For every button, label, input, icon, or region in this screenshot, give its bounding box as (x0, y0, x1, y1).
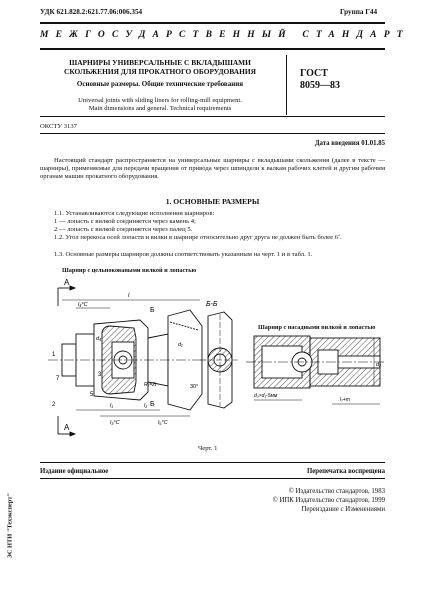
udk-code: УДК 621.828.2:621.77.06:006.354 (40, 8, 143, 16)
official-edition: Издание официальное (40, 468, 109, 475)
para-1-1-a: 1 — лопасть с вилкой соединяется через камень 4; (54, 218, 196, 225)
dim-l4c: l₄°C (78, 302, 88, 308)
mark-b-top: Б (150, 307, 155, 314)
gost-label: ГОСТ (300, 68, 328, 79)
section-bb-view (200, 312, 240, 408)
banner-rule (40, 48, 385, 50)
section-1-title: 1. ОСНОВНЫЕ РАЗМЕРЫ (165, 197, 260, 206)
title-en-line1: Universal joints with sliding liners for rolling-mill equipment. (78, 97, 242, 104)
title-ru-subtitle: Основные размеры. Общие технические требования (76, 80, 244, 88)
technical-drawing (40, 276, 385, 441)
mark-5: 5 (90, 392, 94, 398)
figure-caption-right: Шарнир с насадными вилкой и лопастью (258, 324, 376, 331)
mark-1: 1 (52, 352, 56, 358)
title-en-line2: Main dimensions and general. Technical requirements (88, 105, 232, 112)
dim-d3: d₃×d₁-5мм (254, 393, 278, 399)
group-code: Группа Г44 (340, 8, 378, 16)
reprint-notice: Перепечатка воспрещена (307, 468, 385, 475)
dim-d1: d₁ (178, 342, 183, 348)
dim-l1: l₁ (110, 403, 113, 409)
para-1-1: 1.1. Устанавливаются следующие исполнения шарниров: (54, 210, 215, 217)
dim-l5c: l₅°C (158, 420, 168, 426)
reissue-note: Переиздание с Изменениями (301, 506, 385, 513)
gost-number: 8059—83 (300, 80, 340, 91)
mark-2: 2 (52, 402, 56, 408)
oksu-rule (40, 133, 385, 134)
title-ru-line2: СКОЛЬЖЕНИЯ ДЛЯ ПРОКАТНОГО ОБОРУДОВАНИЯ (64, 67, 256, 76)
intro-paragraph: Настоящий стандарт распространяется на универсальные шарниры с вкладышами скольжения (далее в тексте — шарниры), применяемые для передачи вращения от привода через шпиндели к валкам рабочих клетей и другим рабочим органам машин прокатного оборудования. (40, 157, 385, 181)
dim-30: 30° (190, 384, 199, 390)
dim-d2: d₂ (376, 362, 382, 368)
top-rule (40, 22, 385, 24)
copyright-1999: © ИПК Издательство стандартов, 1999 (272, 497, 385, 504)
dim-l: l (128, 293, 130, 299)
figure-caption-left: Шарнир с цельноковаными вилкой и лопастью (62, 267, 197, 274)
title-divider (286, 55, 287, 115)
footer-rule (40, 462, 385, 463)
footer-rule-2 (40, 478, 385, 479)
para-1-2: 1.2. Угол перекоса осей лопасти и вилки в шарнире относительно друг друга не должен быть более 6˚. (54, 234, 342, 241)
mark-3: 3 (98, 372, 102, 378)
dim-d4: d₄ (96, 336, 102, 342)
title-ru-line1: ШАРНИРЫ УНИВЕРСАЛЬНЫЕ С ВКЛАДЫШАМИ (69, 58, 251, 67)
para-1-3: 1.3. Основные размеры шарниров должны соответствовать указанным на черт. 1 и в табл. 1. (54, 251, 313, 258)
mark-7: 7 (56, 376, 60, 382)
side-stamp: ЭС НТИ "Техэксперт" (6, 492, 14, 559)
copyright-1983: © Издательство стандартов, 1983 (288, 488, 385, 495)
dim-l3c: l₃°C (110, 420, 120, 426)
standard-banner: МЕЖГОСУДАРСТВЕННЫЙ СТАНДАРТ (40, 30, 410, 40)
section-label: Б-Б (206, 301, 218, 308)
mark-a-bottom: A (64, 423, 70, 432)
intro-date: Дата введения 01.01.85 (314, 140, 385, 147)
mark-b-bottom: Б (150, 401, 155, 408)
mark-a-top: A (64, 278, 70, 287)
chart-label: Черт. 1 (198, 445, 218, 452)
title-rule (40, 116, 385, 117)
dim-r: R₁=2t (144, 382, 157, 388)
joint-integral-view (48, 286, 210, 436)
dim-l7: l₇+m (340, 397, 350, 403)
para-1-1-b: 2 — лопасть с вилкой соединяется через палец 5. (54, 226, 193, 233)
dim-l2: l₂ (144, 403, 148, 409)
oksu-code: ОКСТУ 3137 (40, 123, 77, 130)
